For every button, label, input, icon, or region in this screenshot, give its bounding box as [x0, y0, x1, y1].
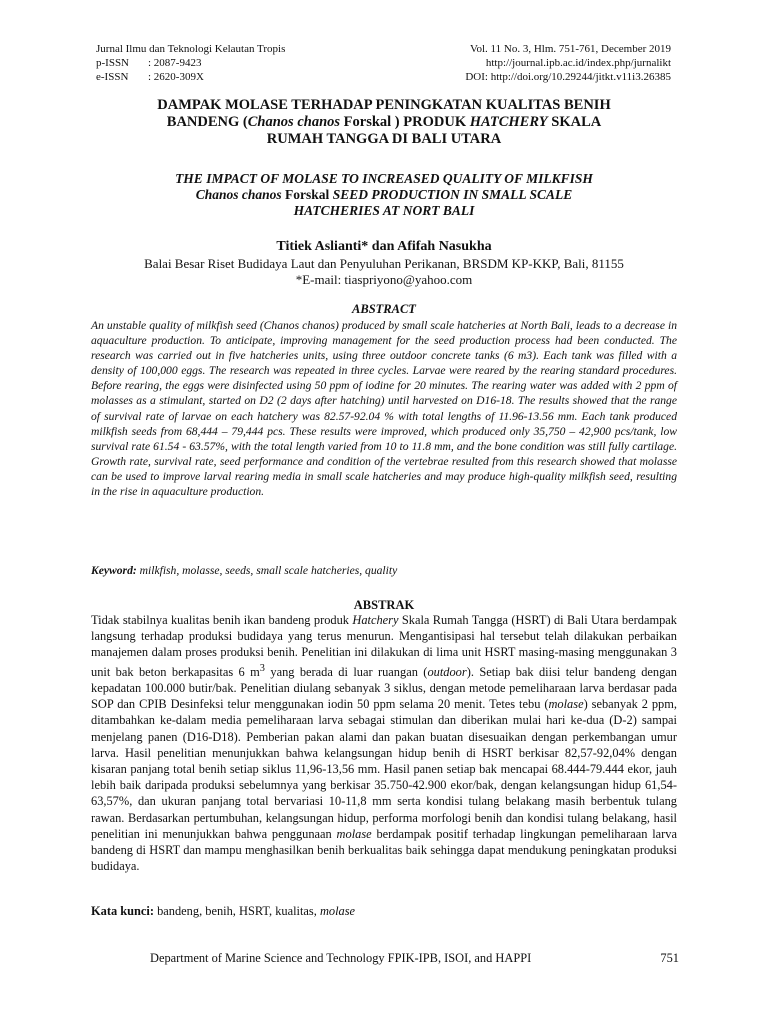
journal-header-right	[371, 42, 671, 84]
title-id-line1: DAMPAK MOLASE TERHADAP PENINGKATAN KUALITAS BENIH	[157, 97, 611, 113]
title-indonesian	[90, 97, 678, 148]
abstrak-italic: Hatchery	[352, 613, 399, 627]
abstrak-part: ) sebanyak 2 ppm, ditambahkan ke-dalam media pemeliharaan larva sebagai stimulan dan diberikan mulai hari ke-dua (D-2) sampai menjelang panen (D16-D18). Pemberian pakan alami dan pakan buatan disesuaikan dengan perkembangan umur larva. Hasil penelitian menunjukkan bahwa kelangsungan hidup benih di HSRT berkisar 82,57-92,04% dengan kisaran panjang total benih setiap siklus 11,96-13,56 mm. Hasil panen setiap bak mencapai 68.444-79.444 ekor, jauh lebih baik daripada produksi sebelumnya yang berkisar 35.750-42.900 ekor/bak, dengan kelangsungan hidup 61,54-63,57%, dan ukuran panjang total bervariasi 10-11,8 mm serta kondisi tulang belakang masih berbentuk tulang rawan. Berdasarkan pertumbuhan, kelangsungan hidup, performa morfologi benih dan kondisi tulang belakang, hasil penelitian ini menunjukkan bahwa penggunaan	[91, 697, 677, 841]
title-en-species: Chanos chanos	[195, 187, 282, 202]
abstract-text: An unstable quality of milkfish seed (Chanos chanos) produced by small scale hatcheries at North Bali, leads to a decrease in aquaculture production. To anticipate, improving management for the seed production process had been conducted. The research was carried out in five hatcheries units, using three outdoor concrete tanks (6 m3). Each tank was filled with a density of 100,000 eggs. The research was repeated in three cycles. Larvae were reared by the rearing standard procedures. Before rearing, the eggs were disinfected using 50 ppm of iodine for 20 minutes. The rearing water was added with 2 ppm of molasses as a stimulant, started on D2 (2 days after hatching) until harvested on D16-18. The results showed that the range of survival rate of larvae on each hatchery was 82.57-92.04 % with total lengths of 11.96-13.56 mm. Each tank produced milkfish seeds from 68,444 – 79,444 pcs. These results were improved, which produced only 35,750 – 42,900 pcs/tank, low survival rate 61.54 - 63.57%, with the total length varied from 10 to 11.8 mm, and the bone condition was still fully cartilage. Growth rate, survival rate, seed performance and condition of the vertebrae resulted from this research showed that molasse can be used to improve larval rearing media in small scale hatcheries and may produce high-quality milkfish seed, resulting in the rise in aquaculture production.	[91, 319, 677, 499]
title-english	[90, 171, 678, 219]
page-footer: Department of Marine Science and Technology FPIK-IPB, ISOI, and HAPPI	[150, 951, 532, 965]
abstrak-part: yang berada di luar ruangan (	[264, 664, 428, 679]
email[interactable]: *E-mail: tiaspriyono@yahoo.com	[295, 272, 473, 287]
title-id-line2-a: BANDENG (	[166, 114, 248, 130]
title-en-line2	[90, 187, 678, 203]
abstrak-text	[91, 612, 677, 874]
eissn-label: e-ISSN	[96, 71, 129, 83]
abstrak-part: Skala Rumah Tangga (HSRT) di Bali Utara berdampak langsung terhadap produksi budidaya yang terus menurun. Mengantisipasi hal tersebut telah dilakukan perbaikan manajemen dalam proses produksi benih. Penelitian ini dilakukan di lima unit HSRT masing-masing menggunakan 3 unit bak beton berkapasitas 6 m	[91, 613, 677, 679]
title-en-forskal: Forskal	[281, 187, 330, 202]
journal-url[interactable]: http://journal.ipb.ac.id/index.php/jurnalikt	[485, 57, 671, 69]
title-id-line2	[90, 114, 678, 131]
kata-kunci-italic: molase	[319, 904, 356, 918]
title-id-line2-c: SKALA	[547, 114, 602, 130]
abstrak-heading: ABSTRAK	[353, 598, 415, 612]
doi-link[interactable]: DOI: http://doi.org/10.29244/jitkt.v11i3.26385	[465, 71, 671, 83]
pissn-label: p-ISSN	[96, 57, 130, 69]
abstrak-part: Tidak stabilnya kualitas benih ikan bandeng produk	[91, 613, 353, 627]
pissn-value: : 2087-9423	[148, 57, 202, 69]
page-number: 751	[660, 951, 679, 965]
title-en-line3: HATCHERIES AT NORT BALI	[293, 203, 475, 218]
title-id-hatchery: HATCHERY	[469, 114, 548, 130]
kata-kunci-line	[91, 904, 677, 919]
kata-kunci-label: Kata kunci:	[91, 904, 154, 918]
abstrak-italic: outdoor	[427, 664, 467, 679]
eissn-value: : 2620-309X	[148, 71, 204, 83]
title-id-line2-b: Forskal ) PRODUK	[340, 114, 470, 130]
authors: Titiek Aslianti* dan Afifah Nasukha	[276, 239, 492, 254]
affiliation-block	[90, 256, 678, 288]
title-id-line3: RUMAH TANGGA DI BALI UTARA	[266, 131, 502, 147]
abstrak-superscript: 3	[259, 662, 265, 674]
abstrak-italic: molase	[336, 826, 372, 841]
title-en-line1: THE IMPACT OF MOLASE TO INCREASED QUALITY OF MILKFISH	[175, 171, 593, 186]
abstrak-italic: molase	[548, 697, 584, 712]
title-en-line2-rest: SEED PRODUCTION IN SMALL SCALE	[329, 187, 573, 202]
abstract-heading: ABSTRACT	[352, 302, 416, 316]
volume-info: Vol. 11 No. 3, Hlm. 751-761, December 2019	[469, 43, 671, 55]
keyword-value: milkfish, molasse, seeds, small scale hatcheries, quality	[136, 564, 398, 577]
abstrak-part: ). Setiap bak diisi telur bandeng dengan kepadatan 100.000 butir/bak. Penelitian diulang sebanyak 3 siklus, dengan metode pemeliharaan larva berdasar pada SOP dan CPIB Desinfeksi telur menggunakan iodin 50 ppm selama 20 menit. Tetes tebu (	[91, 664, 678, 712]
journal-name: Jurnal Ilmu dan Teknologi Kelautan Tropis	[96, 43, 286, 55]
affiliation: Balai Besar Riset Budidaya Laut dan Penyuluhan Perikanan, BRSDM KP-KKP, Bali, 81155	[144, 256, 624, 271]
abstrak-part: berdampak positif terhadap lingkungan pemeliharaan larva bandeng di HSRT dan mampu menghasilkan benih berkualitas baik sehingga dapat mendukung peningkatan produksi budidaya.	[91, 826, 678, 874]
keyword-line	[91, 564, 677, 577]
kata-kunci-value: bandeng, benih, HSRT, kualitas,	[154, 904, 320, 918]
title-id-species: Chanos chanos	[247, 114, 341, 130]
keyword-label: Keyword:	[91, 564, 137, 577]
